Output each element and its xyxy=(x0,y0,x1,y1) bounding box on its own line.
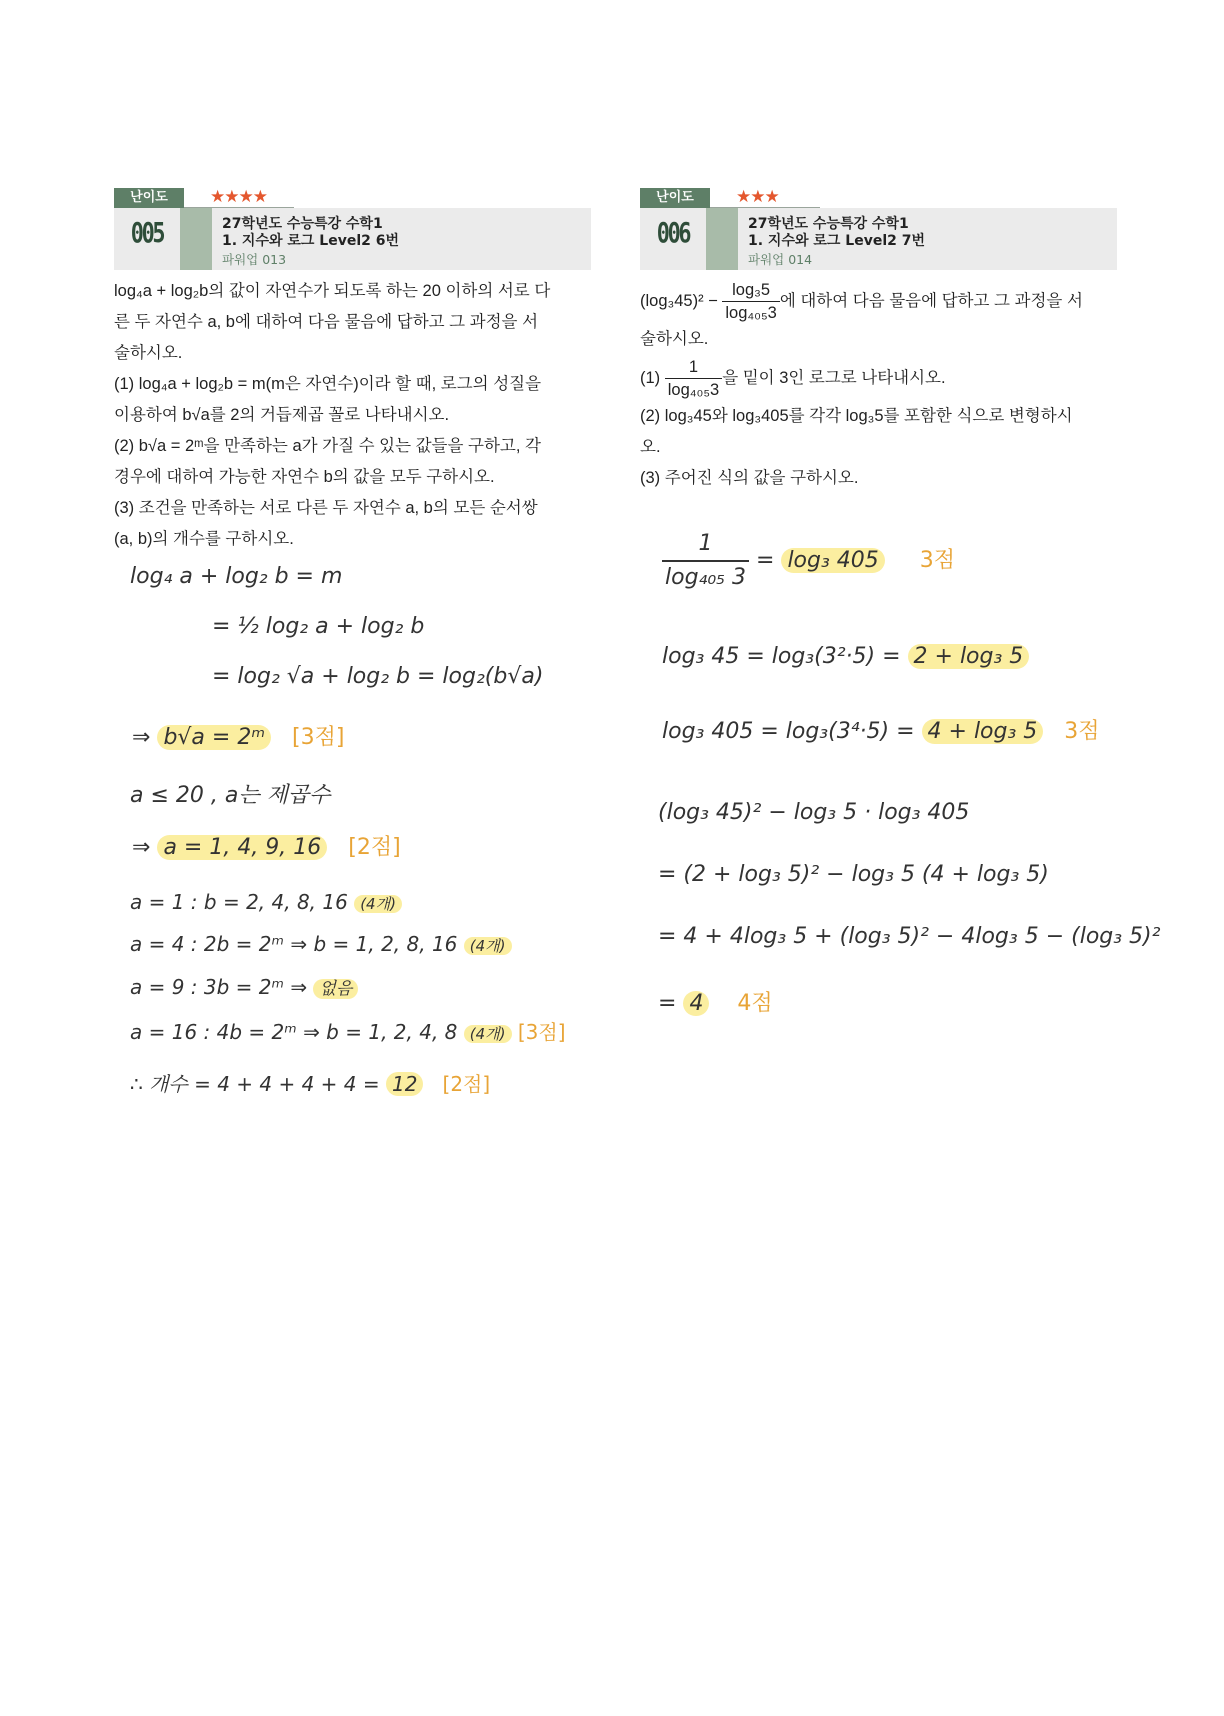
solution-line: = 4 + 4log₃ 5 + (log₃ 5)² − 4log₃ 5 − (log₃ 5)² xyxy=(658,924,1161,949)
problem-005 xyxy=(114,188,591,555)
fraction: $\frac{1}{\text{log₄₀₅3}}$ xyxy=(665,356,722,401)
score-mark: [2점] xyxy=(442,1072,491,1096)
highlighted-answer: 12 xyxy=(386,1072,423,1096)
difficulty-stars: ★★★★ xyxy=(210,187,267,207)
score-mark: 3점 xyxy=(919,548,955,573)
difficulty-label: 난이도 xyxy=(640,188,710,208)
fraction: $\frac{\text{log₃5}}{\text{log₄₀₅3}}$ xyxy=(722,279,779,324)
implies-arrow: ⇒ xyxy=(132,725,151,750)
problem-number: 006 xyxy=(656,216,690,249)
question-line: (2) b√a = 2ᵐ을 만족하는 a가 가질 수 있는 값들을 구하고, 각 xyxy=(114,437,541,455)
question-line: (1) log₄a + log₂b = m(m은 자연수)이라 할 때, 로그의 성질을 xyxy=(114,375,542,393)
highlighted-answer: a = 1, 4, 9, 16 xyxy=(157,835,327,860)
question-line: 이용하여 b√a를 2의 거듭제곱 꼴로 나타내시오. xyxy=(114,406,450,424)
solution-line: a = 4 : 2b = 2ᵐ ⇒ b = 1, 2, 8, 16 (4개) xyxy=(130,932,512,956)
highlighted-count: (4개) xyxy=(464,1025,512,1043)
question-text xyxy=(640,278,1117,494)
solution-line: = 4 4점 xyxy=(658,991,773,1016)
implies-arrow: ⇒ xyxy=(132,835,151,860)
highlighted-count: (4개) xyxy=(354,895,402,913)
title-line-1: 27학년도 수능특강 수학1 xyxy=(222,216,383,232)
question-line: (2) log₃45와 log₃405를 각각 log₃5를 포함한 식으로 변형하시 xyxy=(640,407,1073,426)
problem-header xyxy=(640,208,1117,270)
title-line-1: 27학년도 수능특강 수학1 xyxy=(748,216,909,232)
score-mark: [2점] xyxy=(348,835,401,860)
header-accent-bar xyxy=(180,208,212,270)
problem-006 xyxy=(640,188,1117,494)
difficulty-row xyxy=(114,188,591,208)
solution-line: $\frac{1}{\text{log₄₀₅ 3}}$ = log₃ 405 3점 xyxy=(662,528,955,594)
solution-line: a = 1 : b = 2, 4, 8, 16 (4개) xyxy=(130,890,402,914)
score-mark: 3점 xyxy=(1064,719,1100,744)
problem-source: 파워업 014 xyxy=(748,252,813,267)
question-line: 오. xyxy=(640,438,661,457)
score-mark: [3점] xyxy=(517,1020,566,1044)
solution-line: ∴ 개수 = 4 + 4 + 4 + 4 = 12 [2점] xyxy=(130,1072,491,1096)
difficulty-stars: ★★★ xyxy=(736,187,779,207)
title-line-2: 1. 지수와 로그 Level2 7번 xyxy=(748,233,926,249)
question-line: 경우에 대하여 가능한 자연수 b의 값을 모두 구하시오. xyxy=(114,468,495,486)
solution-line: a ≤ 20 , a는 제곱수 xyxy=(130,783,331,808)
question-line: (log₃45)² − $\frac{\text{log₃5}}{\text{log₄₀₅3}}$ 에 대하여 다음 물음에 답하고 그 과정을 서 xyxy=(640,281,1083,323)
highlighted-answer: 2 + log₃ 5 xyxy=(908,644,1030,669)
solution-line: (log₃ 45)² − log₃ 5 · log₃ 405 xyxy=(658,800,970,825)
highlighted-answer: 4 xyxy=(683,991,709,1016)
highlighted-count: (4개) xyxy=(464,937,512,955)
title-line-2: 1. 지수와 로그 Level2 6번 xyxy=(222,233,400,249)
highlighted-answer: log₃ 405 xyxy=(781,548,884,573)
question-line: (3) 조건을 만족하는 서로 다른 두 자연수 a, b의 모든 순서쌍 xyxy=(114,499,538,517)
solution-line xyxy=(132,720,344,751)
question-line: log₄a + log₂b의 값이 자연수가 되도록 하는 20 이하의 서로 다 xyxy=(114,282,551,300)
solution-line: log₃ 405 = log₃(3⁴·5) = 4 + log₃ 5 3점 xyxy=(662,719,1100,744)
question-text xyxy=(114,276,591,555)
highlighted-answer: 없음 xyxy=(313,979,358,999)
question-line: 술하시오. xyxy=(640,330,709,349)
solution-line xyxy=(132,830,401,861)
problem-source: 파워업 013 xyxy=(222,252,287,267)
question-line: (3) 주어진 식의 값을 구하시오. xyxy=(640,469,859,488)
solution-line: log₄ a + log₂ b = m xyxy=(130,564,343,589)
solution-line: a = 16 : 4b = 2ᵐ ⇒ b = 1, 2, 4, 8 (4개) [3점] xyxy=(130,1020,566,1044)
solution-line: = log₂ √a + log₂ b = log₂(b√a) xyxy=(212,664,544,689)
fraction: $\frac{1}{\text{log₄₀₅ 3}}$ xyxy=(662,528,749,594)
question-line: 른 두 자연수 a, b에 대하여 다음 물음에 답하고 그 과정을 서 xyxy=(114,313,539,331)
question-line: (1) $\frac{1}{\text{log₄₀₅3}}$ 을 밑이 3인 로그로 나타내시오. xyxy=(640,358,946,400)
difficulty-label: 난이도 xyxy=(114,188,184,208)
question-line: 술하시오. xyxy=(114,344,183,362)
solution-line: = ½ log₂ a + log₂ b xyxy=(212,614,425,639)
score-mark: [3점] xyxy=(292,725,345,750)
highlighted-answer: b√a = 2ᵐ xyxy=(157,725,271,750)
problem-header xyxy=(114,208,591,270)
solution-line: = (2 + log₃ 5)² − log₃ 5 (4 + log₃ 5) xyxy=(658,862,1049,887)
header-accent-bar xyxy=(706,208,738,270)
difficulty-row xyxy=(640,188,1117,208)
score-mark: 4점 xyxy=(737,991,773,1016)
solution-line: log₃ 45 = log₃(3²·5) = 2 + log₃ 5 xyxy=(662,644,1029,669)
highlighted-answer: 4 + log₃ 5 xyxy=(922,719,1044,744)
problem-title xyxy=(748,216,925,250)
question-line: (a, b)의 개수를 구하시오. xyxy=(114,530,294,548)
problem-number: 005 xyxy=(130,216,164,249)
solution-line: a = 9 : 3b = 2ᵐ ⇒ 없음 xyxy=(130,974,358,999)
problem-title xyxy=(222,216,399,250)
